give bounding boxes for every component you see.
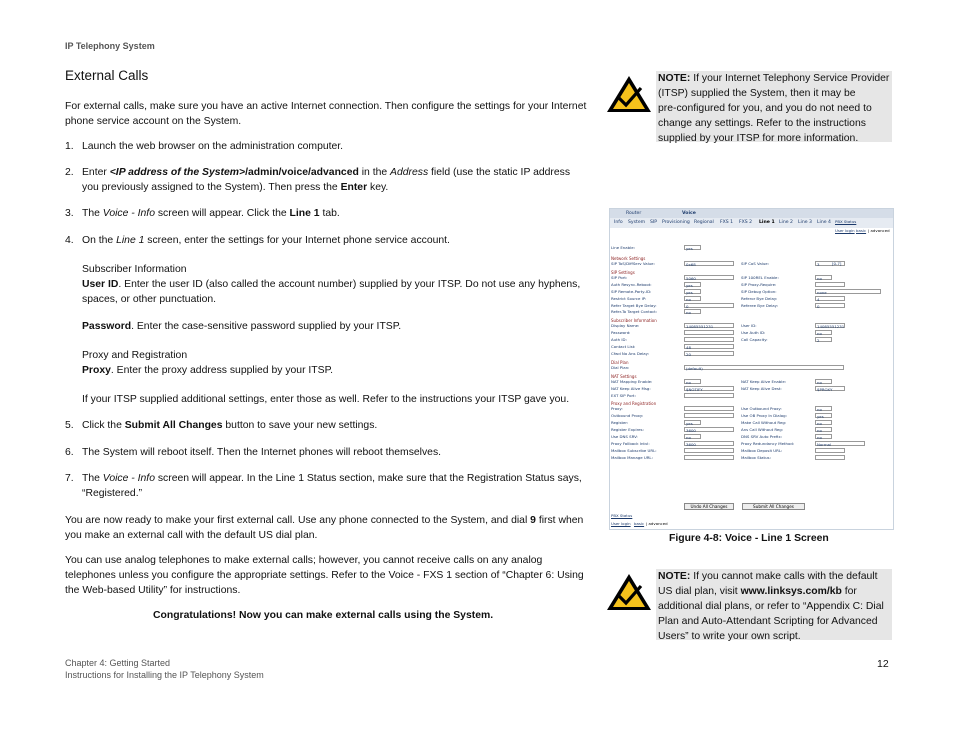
setting-label: Auth ID:: [611, 337, 627, 343]
setting-input[interactable]: [684, 406, 734, 411]
setting-value: 2: [817, 338, 820, 344]
setting-label: Contact List:: [611, 344, 636, 349]
tab-regional[interactable]: Regional: [694, 220, 714, 225]
setting-value: no: [686, 310, 691, 316]
note-label: NOTE:: [658, 571, 691, 582]
tab-voice[interactable]: Voice: [682, 211, 696, 216]
setting-input[interactable]: [684, 323, 734, 328]
step-7: [65, 471, 595, 501]
setting-select[interactable]: [684, 420, 701, 425]
setting-value: $PROXY: [817, 386, 833, 392]
setting-value: 4: [817, 296, 820, 302]
tab-line3[interactable]: Line 3: [798, 220, 812, 225]
setting-input[interactable]: [684, 344, 734, 349]
note-text: supplied by your ITSP for more information.: [658, 133, 859, 144]
ready-text: first when: [535, 515, 584, 526]
running-header: IP Telephony System: [65, 41, 155, 51]
setting-label: Ans Call Without Reg:: [741, 427, 784, 433]
voice-line1-screenshot: [609, 208, 894, 530]
step-1: [65, 139, 595, 154]
setting-input[interactable]: [684, 261, 734, 266]
note-label: NOTE:: [658, 73, 691, 84]
setting-label: Auth Resync-Reboot:: [611, 281, 652, 287]
setting-label: EXT SIP Port:: [611, 392, 636, 398]
step-screen: Line 1: [116, 235, 145, 246]
setting-value: 20: [686, 351, 691, 357]
section-heading: NAT Settings: [611, 373, 637, 379]
analog-text: telephones unless you configure the appropriate settings. Refer to the Voice - FXS 1 section of “Chapter 6: Using: [65, 570, 584, 581]
kb-link: www.linksys.com/kb: [740, 586, 842, 597]
line-enable-value: yes: [686, 246, 693, 251]
intro-paragraph: For external calls, make sure you have an active Internet connection. Then configure the settings for your Internet phone service account on the System.: [65, 101, 587, 127]
setting-select[interactable]: [815, 337, 832, 342]
note-text: If your Internet Telephony Service Provider: [690, 73, 890, 84]
setting-label: Register:: [611, 420, 629, 426]
note-text: Users” to write your own script.: [658, 631, 801, 642]
setting-value: none: [817, 289, 827, 295]
step-2: [65, 165, 595, 195]
section-heading: Subscriber Information: [611, 318, 657, 324]
setting-input[interactable]: [815, 296, 845, 301]
setting-label: Refer-To Target Contact:: [611, 309, 658, 315]
warning-icon: [605, 74, 653, 114]
step-text: Launch the web browser on the administration computer.: [82, 141, 344, 152]
note-text: for: [841, 586, 857, 597]
setting-label: Use DNS SRV:: [611, 434, 638, 439]
setting-value: 14085551231: [817, 324, 845, 330]
cos-range: [0-7]: [832, 261, 842, 266]
setting-label: Use Auth ID:: [741, 330, 766, 336]
password-block: [82, 319, 592, 334]
step-6: [65, 445, 595, 460]
setting-input[interactable]: [684, 427, 734, 432]
setting-input[interactable]: [815, 323, 845, 328]
setting-label: SIP Debug Option:: [741, 288, 777, 294]
step-text: button to save your new settings.: [222, 420, 378, 431]
step-text: screen, enter the settings for your Internet phone service account.: [144, 235, 450, 246]
setting-label: SIP Remote-Party-ID:: [611, 288, 652, 294]
note-text: additional dial plans, or refer to “Appendix C: Dial: [658, 601, 884, 612]
note-text: Plan and Auto-Attendant Scripting for Advanced: [658, 616, 878, 627]
setting-label: Outbound Proxy:: [611, 413, 644, 419]
subscriber-heading: Subscriber Information: [82, 264, 187, 275]
setting-input[interactable]: [684, 330, 734, 335]
setting-select[interactable]: [684, 289, 701, 294]
step-screen: Voice - Info: [102, 208, 155, 219]
password-text: . Enter the case-sensitive password supplied by your ITSP.: [131, 321, 402, 332]
proxy-label: Proxy: [82, 365, 111, 376]
setting-select[interactable]: [815, 434, 832, 439]
setting-label: Mailbox Subscribe URL:: [611, 447, 657, 453]
setting-label: Restrict Source IP:: [611, 295, 647, 301]
analog-text: You can use analog telephones to make external calls; however, you cannot receive calls on any analog: [65, 555, 543, 566]
step-text: you previously assigned to the System). Then press the: [82, 182, 341, 193]
setting-label: Display Name:: [611, 323, 640, 329]
setting-input[interactable]: [684, 441, 734, 446]
setting-label: NAT Keep Alive Dest:: [741, 385, 782, 391]
section-heading: Network Settings: [611, 256, 646, 261]
tab-provisioning[interactable]: Provisioning: [662, 220, 690, 225]
step-screen: Voice - Info: [102, 473, 155, 484]
password-label: Password: [82, 321, 132, 332]
step-5: [65, 418, 595, 433]
setting-label: NAT Mapping Enable:: [611, 378, 653, 384]
setting-select[interactable]: [815, 413, 832, 418]
setting-input[interactable]: [684, 386, 734, 391]
setting-label: Referee Bye Delay:: [741, 302, 779, 308]
setting-value: 3600: [686, 428, 696, 434]
setting-value: no: [686, 296, 691, 302]
basic-link[interactable]: basic: [856, 228, 867, 233]
setting-input[interactable]: [815, 386, 845, 391]
step-text: On the: [82, 235, 117, 246]
tab-line4[interactable]: Line 4: [817, 220, 831, 225]
step-number: 5.: [65, 420, 74, 431]
tab-line1[interactable]: Line 1: [759, 220, 775, 225]
tab-line2[interactable]: Line 2: [779, 220, 793, 225]
step-field: Address: [390, 167, 429, 178]
note-text: (ITSP) supplied the System, then it may be: [658, 88, 856, 99]
congrats-line: Congratulations! Now you can make external calls using the System.: [153, 610, 494, 621]
setting-select[interactable]: [815, 406, 832, 411]
undo-all-changes-button[interactable]: Undo All Changes: [684, 503, 734, 510]
basic-link[interactable]: basic: [634, 521, 645, 526]
step-text: screen will appear. Click the: [154, 208, 290, 219]
setting-value: $NOTIFY: [686, 386, 703, 392]
proxy-text: . Enter the proxy address supplied by your ITSP.: [110, 365, 334, 376]
setting-label: Register Expires:: [611, 427, 644, 433]
setting-label: Mailbox Manage URL:: [611, 454, 653, 460]
footer-subtitle: Instructions for Installing the IP Telephony System: [65, 670, 264, 680]
step-text: tab.: [319, 208, 340, 219]
setting-select[interactable]: [815, 275, 832, 280]
analog-text: the Web-based Utility” for instructions.: [65, 585, 241, 596]
setting-select[interactable]: [815, 427, 832, 432]
setting-input[interactable]: [684, 303, 734, 308]
setting-select[interactable]: [815, 441, 865, 446]
setting-label: Dial Plan:: [611, 364, 630, 370]
step-url: /admin/voice/advanced: [245, 167, 359, 178]
setting-value: (default): [686, 365, 703, 371]
step-text: “Registered.”: [82, 488, 143, 499]
line-enable-label: Line Enable:: [611, 245, 635, 250]
step-text: Click the: [82, 420, 125, 431]
page-footer: [65, 657, 264, 681]
additional-settings: If your ITSP supplied additional settings, enter those as well. Refer to the instructions your ITSP gave you.: [82, 394, 570, 405]
setting-value: yes: [686, 421, 693, 427]
setting-select[interactable]: [684, 282, 701, 287]
step-tab: Line 1: [289, 208, 320, 219]
setting-value: yes: [686, 282, 693, 288]
tab-info[interactable]: Info: [614, 220, 623, 225]
setting-value: no: [817, 379, 822, 385]
step-number: 3.: [65, 208, 74, 219]
setting-label: Cfwd No Ans Delay:: [611, 350, 650, 356]
setting-select[interactable]: [684, 379, 701, 384]
setting-label: Refer Target Bye Delay:: [611, 302, 657, 308]
setting-select[interactable]: [684, 434, 701, 439]
setting-label: Password:: [611, 330, 631, 336]
setting-label: SIP ToS/DiffServ Value:: [611, 261, 655, 266]
section-heading: Dial Plan: [611, 359, 629, 365]
proxy-block: [82, 348, 592, 378]
tab-sip[interactable]: SIP: [650, 220, 658, 225]
setting-input[interactable]: [684, 275, 734, 280]
pbx-status-link[interactable]: PBX Status: [835, 219, 857, 224]
step-key: Enter: [340, 182, 368, 193]
step-button-name: Submit All Changes: [124, 420, 223, 431]
step-text: in the: [358, 167, 391, 178]
ready-text: you make an external call with the default US dial plan.: [65, 530, 318, 541]
setting-input[interactable]: [684, 393, 734, 398]
setting-input[interactable]: [815, 448, 845, 453]
userid-label: User ID: [82, 279, 119, 290]
submit-all-changes-button[interactable]: Submit All Changes: [742, 503, 805, 510]
setting-label: Mailbox Deposit URL:: [741, 447, 783, 453]
user-login-link[interactable]: User login: [611, 521, 631, 526]
setting-value: Normal: [817, 441, 832, 447]
step-text: Enter: [82, 167, 110, 178]
setting-value: no: [817, 331, 822, 337]
setting-select[interactable]: [815, 330, 832, 335]
setting-input[interactable]: [684, 413, 734, 418]
setting-value: no: [817, 421, 822, 427]
setting-label: Make Call Without Reg:: [741, 420, 787, 426]
setting-value: 0: [686, 303, 689, 309]
setting-value: no: [817, 428, 822, 434]
step-number: 2.: [65, 167, 74, 178]
step-number: 1.: [65, 141, 74, 152]
setting-label: Referor Bye Delay:: [741, 295, 778, 301]
dial-digit: 9: [530, 515, 536, 526]
section-heading: Proxy and Registration: [611, 401, 657, 407]
setting-select[interactable]: [815, 289, 881, 294]
note-text: If you cannot make calls with the default: [690, 571, 878, 582]
step-number: 7.: [65, 473, 74, 484]
setting-label: NAT Keep Alive Enable:: [741, 378, 787, 384]
setting-input[interactable]: [684, 365, 844, 370]
step-ip-placeholder: <IP address of the System>: [109, 167, 246, 178]
setting-value: no: [817, 407, 822, 413]
figure-caption: Figure 4-8: Voice - Line 1 Screen: [669, 533, 829, 544]
proxy-heading: Proxy and Registration: [82, 350, 188, 361]
setting-label: Proxy Fallback Intvl:: [611, 440, 650, 446]
setting-input[interactable]: [684, 351, 734, 356]
setting-label: Mailbox Status:: [741, 454, 771, 460]
setting-select[interactable]: [815, 379, 832, 384]
setting-value: 0: [817, 303, 820, 309]
setting-input[interactable]: [815, 282, 845, 287]
setting-value: 5060: [686, 275, 696, 281]
setting-label: User ID:: [741, 323, 757, 329]
setting-value: no: [686, 379, 691, 385]
step-number: 6.: [65, 447, 74, 458]
advanced-link[interactable]: | advanced: [868, 228, 890, 233]
line-enable-select[interactable]: [684, 245, 701, 250]
analog-paragraph: [65, 553, 600, 598]
note-itsp: [656, 71, 892, 142]
setting-input[interactable]: [815, 455, 845, 460]
tab-system[interactable]: System: [628, 220, 646, 225]
step-text: field (use the static IP address: [428, 167, 571, 178]
note-dial-plan: [656, 569, 892, 640]
tab-router[interactable]: Router: [626, 211, 642, 216]
setting-value: no: [817, 435, 822, 440]
setting-value: 0x68: [686, 262, 696, 267]
setting-label: Proxy:: [611, 406, 623, 412]
step-text: screen will appear. In the Line 1 Status section, make sure that the Registration Status says,: [154, 473, 582, 484]
setting-select[interactable]: [684, 309, 701, 314]
step-3: [65, 206, 595, 221]
setting-value: yes: [817, 414, 824, 420]
step-4: [65, 233, 595, 248]
advanced-link[interactable]: | advanced: [646, 521, 668, 526]
setting-label: Call Capacity:: [741, 337, 768, 343]
setting-label: SIP Proxy-Require:: [741, 281, 777, 287]
tab-fxs1[interactable]: FXS 1: [720, 220, 734, 225]
step-text: The: [82, 473, 103, 484]
ready-text: You are now ready to make your first external call. Use any phone connected to the System, and dial: [65, 515, 531, 526]
setting-label: SIP Port:: [611, 274, 628, 280]
footer-chapter: Chapter 4: Getting Started: [65, 658, 171, 668]
setting-input[interactable]: [684, 448, 734, 453]
setting-input[interactable]: [684, 455, 734, 460]
userid-text-cont: spaces, or other punctuation.: [82, 294, 217, 305]
setting-value: no: [817, 275, 822, 281]
step-text: key.: [367, 182, 389, 193]
step-text: The: [82, 208, 103, 219]
setting-value: 48: [686, 345, 691, 350]
setting-label: Proxy Redundancy Method:: [741, 440, 795, 446]
setting-value: no: [686, 435, 691, 440]
step-number: 4.: [65, 235, 74, 246]
ready-paragraph: [65, 513, 595, 543]
setting-value: 14085551231: [686, 324, 714, 330]
tab-fxs2[interactable]: FXS 2: [739, 220, 753, 225]
section-heading: SIP Settings: [611, 269, 635, 275]
pbx-status-link[interactable]: PBX Status: [611, 513, 633, 518]
warning-icon: [605, 572, 653, 612]
note-text: change any settings. Refer to the instructions: [658, 118, 866, 129]
note-text: pre-configured for you, and you do not need to: [658, 103, 872, 114]
setting-value: yes: [686, 289, 693, 295]
setting-label: DNS SRV Auto Prefix:: [741, 434, 782, 439]
setting-input[interactable]: [684, 337, 734, 342]
subscriber-block: [82, 262, 592, 307]
setting-input[interactable]: [815, 303, 845, 308]
setting-select[interactable]: [815, 420, 832, 425]
section-title: External Calls: [65, 68, 149, 83]
setting-label: SIP CoS Value:: [741, 261, 769, 266]
setting-label: Use OB Proxy In Dialog:: [741, 413, 787, 419]
userid-text: . Enter the user ID (also called the account number) supplied by your ITSP. Do not use any hyphens,: [118, 279, 581, 290]
page-number: 12: [877, 658, 889, 670]
setting-value: 3: [817, 262, 820, 267]
top-nav: [610, 209, 893, 218]
setting-label: SIP 100REL Enable:: [741, 274, 779, 280]
setting-label: NAT Keep Alive Msg:: [611, 385, 651, 391]
user-login-link[interactable]: User login: [835, 228, 855, 233]
setting-select[interactable]: [684, 296, 701, 301]
note-text: US dial plan, visit: [658, 586, 741, 597]
setting-label: Use Outbound Proxy:: [741, 406, 782, 412]
step-text: The System will reboot itself. Then the Internet phones will reboot themselves.: [82, 447, 442, 458]
setting-value: 3600: [686, 441, 696, 447]
